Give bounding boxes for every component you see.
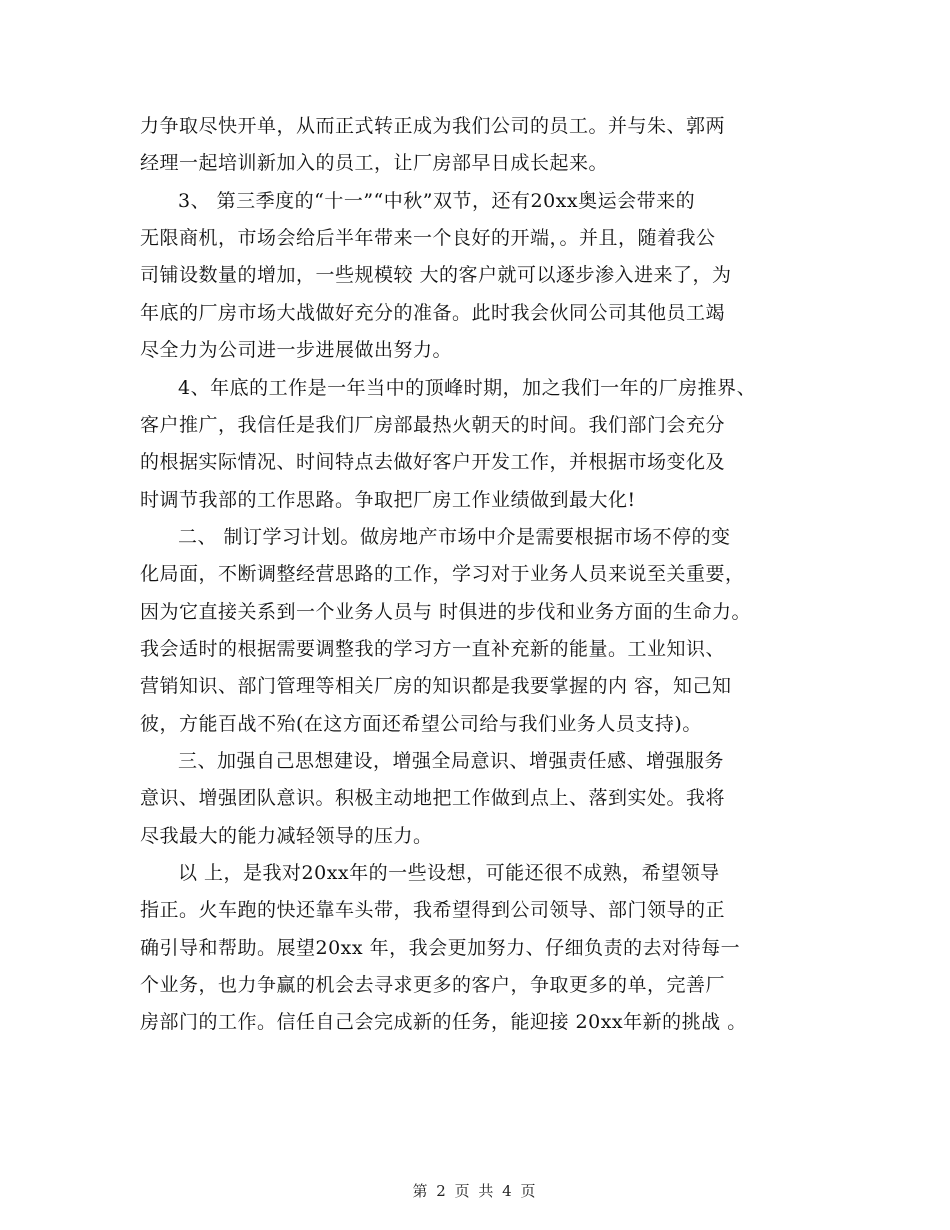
text-line: 指正。火车跑的快还靠车头带，我希望得到公司领导、部门领导的正 (140, 899, 726, 921)
text-line: 我会适时的根据需要调整我的学习方一直补充新的能量。工业知识、 (140, 638, 726, 660)
text-line: 司铺设数量的增加，一些规模较 大的客户就可以逐步渗入进来了，为 (140, 264, 732, 286)
text-line: 房部门的工作。信任自己会完成新的任务，能迎接 20xx年新的挑战 。 (140, 1011, 747, 1033)
text-line: 意识、增强团队意识。积极主动地把工作做到点上、落到实处。我将 (140, 787, 726, 809)
text-line: 时调节我部的工作思路。争取把厂房工作业绩做到最大化! (140, 489, 636, 511)
text-line: 营销知识、部门管理等相关厂房的知识都是我要掌握的内 容，知己知 (140, 675, 732, 697)
text-line: 4、年底的工作是一年当中的顶峰时期，加之我们一年的厂房推界、 (178, 377, 757, 399)
text-line: 年底的厂房市场大战做好充分的准备。此时我会伙同公司其他员工竭 (140, 302, 726, 324)
text-line: 二、 制订学习计划。做房地产市场中介是需要根据市场不停的变 (178, 526, 731, 548)
text-line: 无限商机，市场会给后半年带来一个良好的开端，。并且，随着我公 (140, 227, 716, 249)
text-line: 化局面，不断调整经营思路的工作，学习对于业务人员来说至关重要， (140, 563, 745, 585)
page-number-footer: 第 2 页 共 4 页 (412, 1182, 538, 1200)
text-line: 确引导和帮助。展望20xx 年，我会更加努力、仔细负责的去对待每一 (140, 937, 741, 959)
text-line: 力争取尽快开单，从而正式转正成为我们公司的员工。并与朱、郭两 (140, 115, 726, 137)
text-line: 尽全力为公司进一步进展做出努力。 (140, 339, 453, 361)
text-line: 个业务，也力争赢的机会去寻求更多的客户，争取更多的单，完善厂 (140, 974, 726, 996)
text-line: 客户推广，我信任是我们厂房部最热火朝天的时间。我们部门会充分 (140, 414, 726, 436)
text-line: 以 上，是我对20xx年的一些设想，可能还很不成熟，希望领导 (178, 862, 720, 884)
text-line: 经理一起培训新加入的员工，让厂房部早日成长起来。 (140, 152, 609, 174)
text-line: 3、 第三季度的“十一”“中秋”双节，还有20xx奥运会带来的 (178, 190, 696, 212)
text-line: 的根据实际情况、时间特点去做好客户开发工作，并根据市场变化及 (140, 451, 726, 473)
text-line: 三、加强自己思想建设，增强全局意识、增强责任感、增强服务 (178, 750, 725, 772)
text-line: 彼，方能百战不殆(在这方面还希望公司给与我们业务人员支持)。 (140, 713, 702, 735)
text-line: 尽我最大的能力减轻领导的压力。 (140, 825, 433, 847)
text-line: 因为它直接关系到一个业务人员与 时俱进的步伐和业务方面的生命力。 (140, 601, 752, 623)
